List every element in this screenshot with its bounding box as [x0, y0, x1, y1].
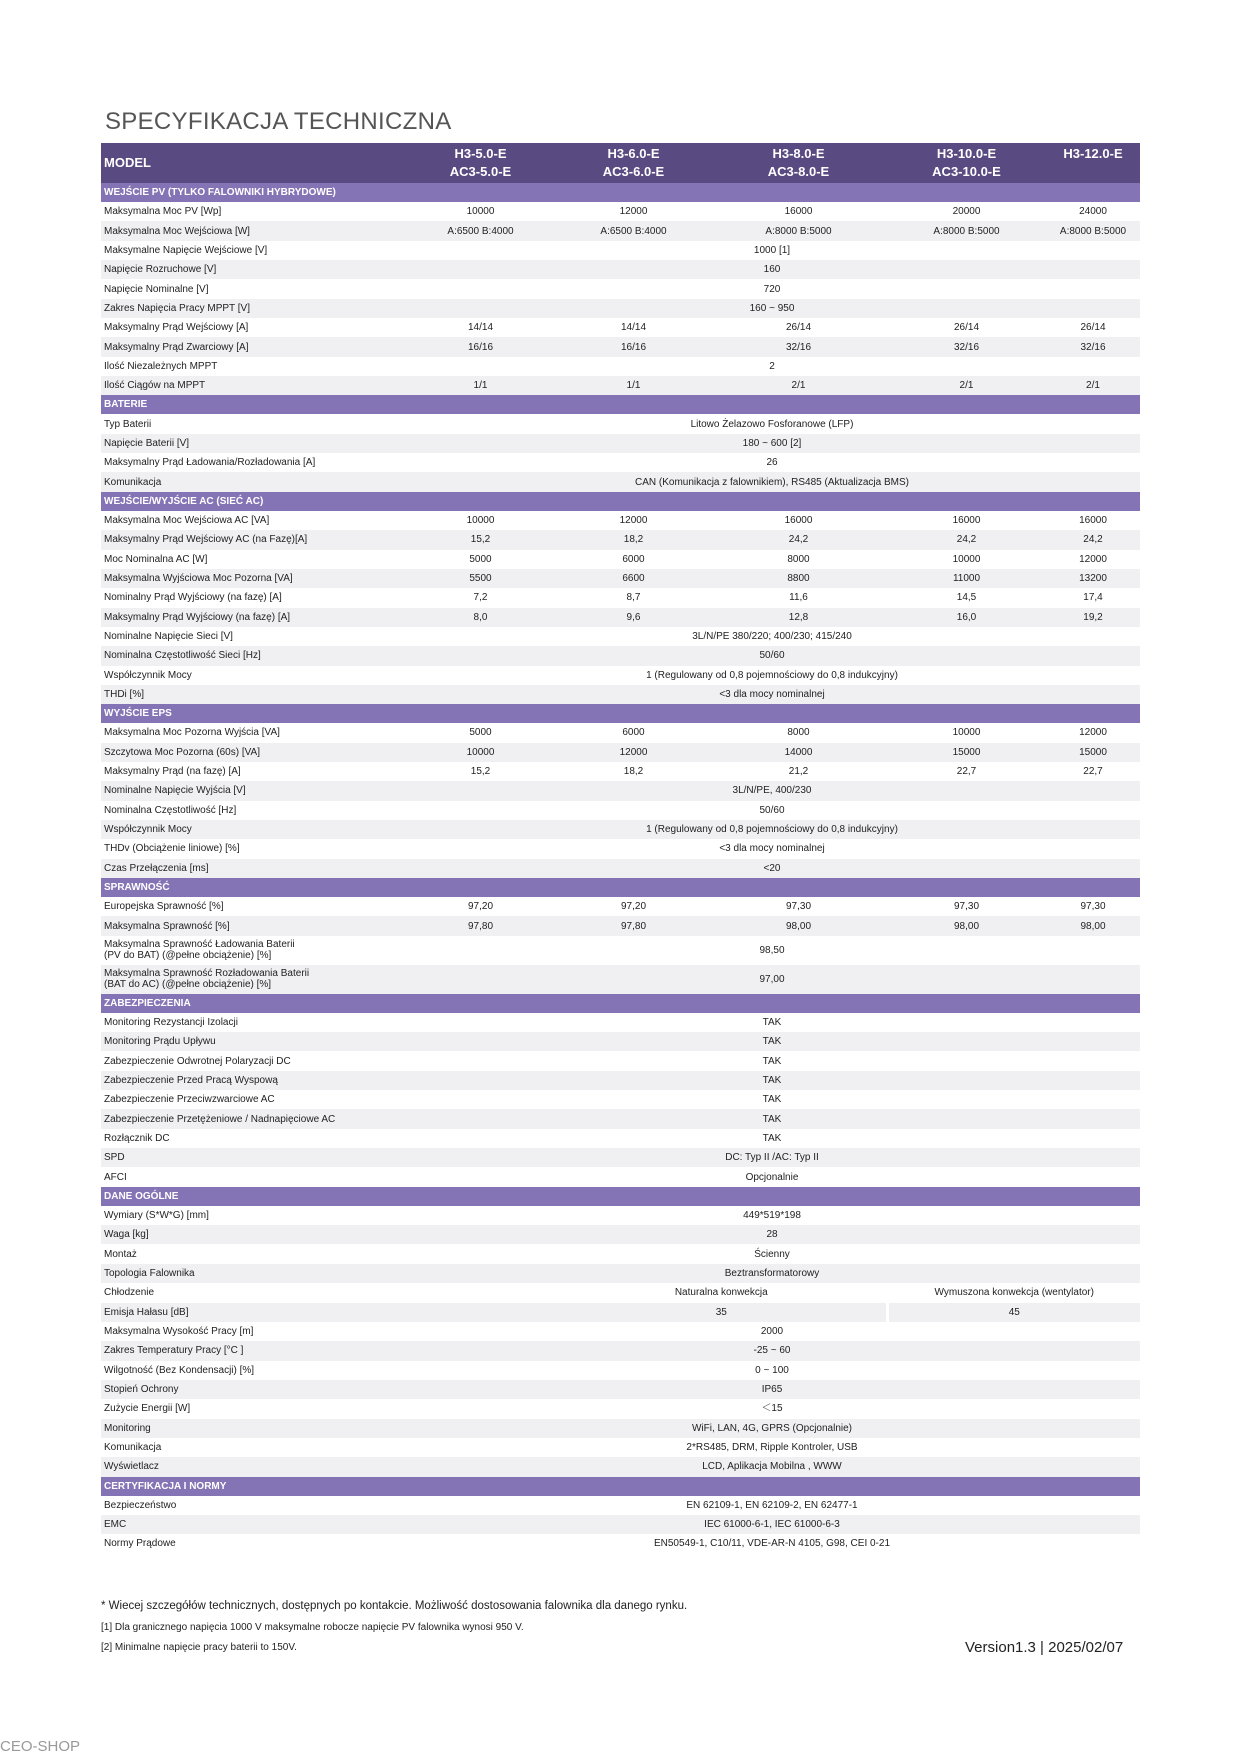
- spec-value: 15,2: [470, 766, 491, 778]
- spec-value: 10000: [952, 553, 981, 565]
- spec-value: 14000: [710, 743, 887, 762]
- spec-value: 26/14: [1080, 322, 1106, 334]
- spec-value: 15000: [1046, 743, 1140, 762]
- spec-value: 97,00: [404, 965, 1140, 994]
- spec-value-natural: 35: [557, 1303, 887, 1322]
- spec-spacer: [404, 1303, 557, 1322]
- spec-value: IEC 61000-6-1, IEC 61000-6-3: [404, 1515, 1140, 1534]
- spec-value: 5000: [469, 727, 492, 739]
- spec-value: 8000: [787, 727, 810, 739]
- spec-label: AFCI: [104, 1171, 127, 1183]
- spec-label: Topologia Falownika: [101, 1264, 404, 1283]
- spec-label: Nominalne Napięcie Wyjścia [V]: [101, 781, 404, 800]
- spec-row: [101, 530, 1140, 549]
- section-title: SPRAWNOŚĆ: [101, 878, 1140, 897]
- spec-row: [101, 1361, 1140, 1380]
- spec-value: 16/16: [557, 337, 710, 356]
- spec-value: LCD, Aplikacja Mobilna , WWW: [404, 1457, 1140, 1476]
- spec-value: 16000: [952, 514, 981, 526]
- spec-value: 1 (Regulowany od 0,8 pojemnościowy do 0,8 indukcyjny): [646, 669, 898, 681]
- spec-label: Maksymalna Moc PV [Wp]: [104, 206, 222, 218]
- spec-value: 6000: [622, 553, 645, 565]
- spec-label: Wilgotność (Bez Kondensacji) [%]: [104, 1364, 255, 1376]
- spec-row: [101, 762, 1140, 781]
- spec-value: 28: [404, 1225, 1140, 1244]
- spec-value: Ścienny: [754, 1248, 790, 1260]
- spec-label: Moc Nominalna AC [W]: [104, 553, 208, 565]
- spec-row: [101, 859, 1140, 878]
- spec-row: [101, 1071, 1140, 1090]
- spec-value: 13200: [1046, 569, 1140, 588]
- spec-label: Zakres Temperatury Pracy [°C ]: [101, 1341, 404, 1360]
- spec-value: 160 ~ 950: [404, 299, 1140, 318]
- spec-value: 32/16: [887, 337, 1046, 356]
- spec-value: EN50549-1, C10/11, VDE-AR-N 4105, G98, CEI 0-21: [653, 1538, 891, 1550]
- spec-label: Maksymalna Wysokość Pracy [m]: [104, 1326, 254, 1338]
- spec-value: 17,4: [1083, 592, 1103, 604]
- spec-value: 32/16: [710, 337, 887, 356]
- section-title: WYJŚCIE EPS: [101, 704, 1140, 723]
- spec-value: DC: Typ II /AC: Typ II: [404, 1148, 1140, 1167]
- spec-value: 12000: [619, 206, 648, 218]
- spec-label: Maksymalny Prąd Wyjściowy (na fazę) [A]: [101, 608, 404, 627]
- section-header-certs: [101, 1477, 1140, 1496]
- spec-value: 11,6: [789, 592, 808, 604]
- spec-value: 2/1: [710, 376, 887, 395]
- spec-value: 12000: [1079, 727, 1107, 739]
- spec-label: Maksymalna Moc Pozorna Wyjścia [VA]: [104, 727, 280, 739]
- spec-label-line: Maksymalna Sprawność Rozładowania Baterii: [104, 968, 310, 980]
- spec-value: Opcjonalnie: [745, 1171, 799, 1183]
- spec-value: 97,30: [785, 901, 812, 913]
- spec-value: 97,80: [404, 916, 557, 935]
- spec-value: 720: [763, 283, 781, 295]
- spec-label: Szczytowa Moc Pozorna (60s) [VA]: [101, 743, 404, 762]
- spec-label: Współczynnik Mocy: [104, 669, 192, 681]
- spec-value: 2*RS485, DRM, Ripple Kontroler, USB: [686, 1442, 858, 1454]
- spec-value: 1/1: [404, 376, 557, 395]
- spec-value: 97,80: [557, 916, 710, 935]
- spec-value: 2: [769, 360, 775, 372]
- spec-label: Współczynnik Mocy: [101, 820, 404, 839]
- spec-label: Maksymalne Napięcie Wejściowe [V]: [104, 244, 268, 256]
- spec-value: 24,2: [1046, 530, 1140, 549]
- spec-label: Czas Przełączenia [ms]: [101, 859, 404, 878]
- spec-value: 1000 [1]: [753, 244, 791, 256]
- spec-label: Ilość Niezależnych MPPT: [104, 360, 218, 372]
- spec-row: [101, 666, 1140, 685]
- footnote-1: [1] Dla granicznego napięcia 1000 V maksymalne robocze napięcie PV falownika wynosi 950 V.: [101, 1622, 524, 1633]
- spec-label: Maksymalna Sprawność [%]: [101, 916, 404, 935]
- spec-label-line: (BAT do AC) (@pełne obciążenie) [%]: [104, 979, 272, 991]
- spec-label: Napięcie Baterii [V]: [101, 434, 404, 453]
- spec-value: 9,6: [557, 608, 710, 627]
- spec-value: 21,2: [788, 766, 809, 778]
- spec-value: 32/16: [1046, 337, 1140, 356]
- spec-row: [101, 1013, 1140, 1032]
- spec-label: Zabezpieczenie Przeciwzwarciowe AC: [104, 1094, 275, 1106]
- spec-value: 2/1: [1046, 376, 1140, 395]
- model-header-cell: H3-8.0-E AC3-8.0-E: [710, 143, 887, 183]
- spec-value: 12000: [619, 514, 648, 526]
- spec-row: [101, 916, 1140, 935]
- spec-table: [101, 143, 1140, 1554]
- spec-row: [101, 299, 1140, 318]
- spec-row: [101, 202, 1140, 221]
- spec-label: Maksymalny Prąd Wejściowy AC (na Fazę)[A]: [101, 530, 404, 549]
- model-header-label: MODEL: [101, 143, 404, 183]
- spec-value: CAN (Komunikacja z falownikiem), RS485 (Aktualizacja BMS): [404, 472, 1140, 491]
- spec-row: [101, 1496, 1140, 1515]
- spec-value: 18,2: [623, 766, 644, 778]
- spec-value: A:6500 B:4000: [404, 221, 557, 240]
- spec-label: Napięcie Rozruchowe [V]: [101, 260, 404, 279]
- spec-value: ＜15: [761, 1403, 783, 1415]
- spec-table-body: [101, 143, 1140, 1554]
- spec-label: Zabezpieczenie Przetężeniowe / Nadnapięciowe AC: [101, 1109, 404, 1128]
- spec-value: 6600: [557, 569, 710, 588]
- spec-row: [101, 1419, 1140, 1438]
- spec-label: Ilość Ciągów na MPPT: [101, 376, 404, 395]
- spec-value: TAK: [404, 1071, 1140, 1090]
- footnotes: [101, 1600, 861, 1662]
- spec-value: 24,2: [710, 530, 887, 549]
- spec-row: [101, 1399, 1140, 1418]
- spec-value: 18,2: [557, 530, 710, 549]
- spec-label: Monitoring: [101, 1419, 404, 1438]
- spec-label: Chłodzenie: [104, 1287, 155, 1299]
- spec-row: [101, 472, 1140, 491]
- spec-value: 0 ~ 100: [755, 1364, 789, 1376]
- spec-row: [101, 801, 1140, 820]
- spec-row: [101, 1303, 1140, 1322]
- spec-value: WiFi, LAN, 4G, GPRS (Opcjonalnie): [404, 1419, 1140, 1438]
- model-header-cell: H3-6.0-E AC3-6.0-E: [557, 143, 710, 183]
- spec-value: 8,0: [404, 608, 557, 627]
- spec-label: Stopień Ochrony: [101, 1380, 404, 1399]
- spec-row: [101, 241, 1140, 260]
- spec-value: A:6500 B:4000: [557, 221, 710, 240]
- spec-value: 16,0: [887, 608, 1046, 627]
- spec-value: 14/14: [620, 322, 647, 334]
- spec-label: Bezpieczeństwo: [104, 1499, 177, 1511]
- spec-value: 98,00: [887, 916, 1046, 935]
- spec-value: 6000: [622, 727, 645, 739]
- spec-label: Zabezpieczenie Odwrotnej Polaryzacji DC: [104, 1055, 291, 1067]
- spec-value: 180 ~ 600 [2]: [404, 434, 1140, 453]
- spec-row: [101, 1457, 1140, 1476]
- spec-value: 3L/N/PE, 400/230: [404, 781, 1140, 800]
- spec-value: 50/60: [759, 804, 785, 816]
- spec-label: [101, 965, 404, 994]
- section-title: BATERIE: [101, 395, 1140, 414]
- spec-row: [101, 1438, 1140, 1457]
- spec-value: TAK: [762, 1016, 782, 1028]
- spec-row: [101, 434, 1140, 453]
- spec-row: [101, 1109, 1140, 1128]
- spec-label: Napięcie Nominalne [V]: [104, 283, 209, 295]
- spec-value: 12000: [557, 743, 710, 762]
- spec-row: [101, 627, 1140, 646]
- spec-row: [101, 318, 1140, 337]
- spec-row: [101, 1129, 1140, 1148]
- section-header-pv: [101, 183, 1140, 202]
- spec-label: Zużycie Energii [W]: [104, 1403, 191, 1415]
- model-header-cell: H3-5.0-E AC3-5.0-E: [404, 143, 557, 183]
- spec-value: 11000: [887, 569, 1046, 588]
- model-header-row: [101, 143, 1140, 183]
- spec-value: 2/1: [887, 376, 1046, 395]
- spec-label: Nominalne Napięcie Sieci [V]: [104, 631, 233, 643]
- spec-value: 5500: [404, 569, 557, 588]
- spec-row: [101, 279, 1140, 298]
- footnote-2: [2] Minimalne napięcie pracy baterii to 150V.: [101, 1642, 297, 1653]
- spec-value: 24000: [1079, 206, 1107, 218]
- spec-label: Maksymalny Prąd (na fazę) [A]: [104, 766, 241, 778]
- spec-label-line: Maksymalna Sprawność Ładowania Baterii: [104, 939, 295, 951]
- spec-value: 12000: [1079, 553, 1107, 565]
- spec-row: [101, 1283, 1140, 1302]
- spec-value: 160: [404, 260, 1140, 279]
- section-header-ac: [101, 492, 1140, 511]
- spec-value: 24,2: [887, 530, 1046, 549]
- spec-value: 14/14: [467, 322, 494, 334]
- spec-value: 449*519*198: [743, 1209, 801, 1221]
- spec-value: <3 dla mocy nominalnej: [719, 843, 825, 855]
- section-header-protection: [101, 994, 1140, 1013]
- spec-row: [101, 608, 1140, 627]
- version-label: Version1.3 | 2025/02/07: [965, 1639, 1124, 1656]
- spec-label: Maksymalna Moc Wejściowa [W]: [101, 221, 404, 240]
- spec-row: [101, 1341, 1140, 1360]
- section-title: WEJŚCIE PV (TYLKO FALOWNIKI HYBRYDOWE): [101, 183, 1140, 202]
- spec-value: 16/16: [404, 337, 557, 356]
- spec-row: [101, 511, 1140, 530]
- spec-value: Litowo Żelazowo Fosforanowe (LFP): [690, 418, 854, 430]
- spec-label: Maksymalna Moc Wejściowa AC [VA]: [104, 514, 270, 526]
- spec-row: [101, 376, 1140, 395]
- spec-row: [101, 1515, 1140, 1534]
- spec-value: 10000: [404, 743, 557, 762]
- spec-label: Nominalny Prąd Wyjściowy (na fazę) [A]: [104, 592, 282, 604]
- section-title: WEJŚCIE/WYJŚCIE AC (SIEĆ AC): [101, 492, 1140, 511]
- spec-value: 97,20: [467, 901, 494, 913]
- spec-row: [101, 1032, 1140, 1051]
- spec-value: TAK: [762, 1132, 782, 1144]
- spec-value: 50/60: [404, 646, 1140, 665]
- spec-label: Zabezpieczenie Przed Pracą Wyspową: [101, 1071, 404, 1090]
- spec-value-natural: Naturalna konwekcja: [557, 1283, 887, 1302]
- section-title: DANE OGÓLNE: [101, 1187, 1140, 1206]
- spec-row: [101, 337, 1140, 356]
- spec-label: Wymiary (S*W*G) [mm]: [104, 1209, 209, 1221]
- spec-label: THDv (Obciążenie liniowe) [%]: [104, 843, 240, 855]
- spec-value: IP65: [404, 1380, 1140, 1399]
- spec-row: [101, 1264, 1140, 1283]
- spec-label: Nominalna Częstotliwość Sieci [Hz]: [101, 646, 404, 665]
- spec-label: Monitoring Prądu Upływu: [101, 1032, 404, 1051]
- spec-row: [101, 1090, 1140, 1109]
- spec-label: Maksymalna Wyjściowa Moc Pozorna [VA]: [101, 569, 404, 588]
- spec-value: 10000: [466, 514, 495, 526]
- spec-row: [101, 1051, 1140, 1070]
- footnote-main: * Wiecej szczegółów technicznych, dostępnych po kontakcie. Możliwość dostosowania falownika dla danego rynku.: [101, 1600, 688, 1612]
- spec-value-forced: 45: [887, 1303, 1140, 1322]
- spec-value: A:8000 B:5000: [887, 221, 1046, 240]
- spec-label: Maksymalny Prąd Zwarciowy [A]: [101, 337, 404, 356]
- spec-value: EN 62109-1, EN 62109-2, EN 62477-1: [686, 1499, 858, 1511]
- spec-value: 2000: [760, 1326, 784, 1338]
- spec-value: 98,50: [759, 944, 785, 956]
- spec-row: [101, 936, 1140, 965]
- spec-value: 20000: [952, 206, 981, 218]
- spec-value: 97,30: [953, 901, 980, 913]
- spec-value: <3 dla mocy nominalnej: [404, 685, 1140, 704]
- spec-row: [101, 1206, 1140, 1225]
- spec-label: Nominalna Częstotliwość [Hz]: [104, 804, 237, 816]
- spec-value: A:8000 B:5000: [710, 221, 887, 240]
- spec-row: [101, 1244, 1140, 1263]
- model-header-cell: H3-10.0-E AC3-10.0-E: [887, 143, 1046, 183]
- spec-label: [101, 936, 404, 965]
- spec-row: [101, 1322, 1140, 1341]
- spec-row: [101, 1148, 1140, 1167]
- spec-row: [101, 781, 1140, 800]
- spec-value: <20: [404, 859, 1140, 878]
- spec-value: 12,8: [710, 608, 887, 627]
- model-header-cell: H3-12.0-E: [1046, 143, 1140, 183]
- spec-row: [101, 414, 1140, 433]
- spec-label: Rozłącznik DC: [104, 1132, 170, 1144]
- watermark: CEO-SHOP: [0, 1738, 81, 1755]
- spec-value: 22,7: [1083, 766, 1103, 778]
- spec-value: 26/14: [785, 322, 812, 334]
- spec-value: 3L/N/PE 380/220; 400/230; 415/240: [692, 631, 852, 643]
- spec-row: [101, 743, 1140, 762]
- spec-value: TAK: [762, 1094, 782, 1106]
- spec-label: Maksymalny Prąd Wejściowy [A]: [104, 322, 249, 334]
- spec-value: 15000: [887, 743, 1046, 762]
- spec-row: [101, 1225, 1140, 1244]
- spec-row: [101, 569, 1140, 588]
- spec-label: Wyświetlacz: [101, 1457, 404, 1476]
- spec-label: Normy Prądowe: [104, 1538, 176, 1550]
- spec-label: Europejska Sprawność [%]: [104, 901, 224, 913]
- section-title: ZABEZPIECZENIA: [101, 994, 1140, 1013]
- spec-label: Monitoring Rezystancji Izolacji: [104, 1016, 238, 1028]
- spec-value: 10000: [952, 727, 981, 739]
- spec-value-forced: Wymuszona konwekcja (wentylator): [934, 1287, 1094, 1299]
- spec-row: [101, 1534, 1140, 1553]
- spec-value: 5000: [469, 553, 492, 565]
- spec-value: -25 ~ 60: [404, 1341, 1140, 1360]
- spec-value: 1 (Regulowany od 0,8 pojemnościowy do 0,8 indukcyjny): [404, 820, 1140, 839]
- spec-value: 98,00: [710, 916, 887, 935]
- section-header-efficiency: [101, 878, 1140, 897]
- spec-row: [101, 839, 1140, 858]
- spec-row: [101, 1167, 1140, 1186]
- spec-label: Typ Baterii: [104, 418, 152, 430]
- spec-value: 19,2: [1046, 608, 1140, 627]
- spec-value: 16000: [1079, 514, 1107, 526]
- spec-value: Beztransformatorowy: [404, 1264, 1140, 1283]
- section-header-general: [101, 1187, 1140, 1206]
- spec-row: [101, 453, 1140, 472]
- spec-row: [101, 550, 1140, 569]
- spec-value: A:8000 B:5000: [1046, 221, 1140, 240]
- spec-row: [101, 897, 1140, 916]
- spec-value: 15,2: [404, 530, 557, 549]
- spec-value: 8,7: [626, 592, 641, 604]
- spec-label: THDi [%]: [101, 685, 404, 704]
- spec-row: [101, 221, 1140, 240]
- spec-label: Emisja Hałasu [dB]: [101, 1303, 404, 1322]
- spec-value: 26: [766, 457, 778, 469]
- spec-row: [101, 1380, 1140, 1399]
- spec-value: 97,20: [620, 901, 647, 913]
- spec-value: 97,30: [1080, 901, 1106, 913]
- spec-value: 16000: [784, 514, 813, 526]
- spec-row: [101, 965, 1140, 994]
- spec-value: 26/14: [953, 322, 980, 334]
- spec-label: Zakres Napięcia Pracy MPPT [V]: [101, 299, 404, 318]
- spec-label: Montaż: [104, 1248, 137, 1260]
- spec-value: TAK: [762, 1055, 782, 1067]
- spec-row: [101, 646, 1140, 665]
- spec-value: 10000: [466, 206, 495, 218]
- spec-value: 1/1: [557, 376, 710, 395]
- spec-spacer: [404, 1283, 557, 1302]
- section-header-eps: [101, 704, 1140, 723]
- spec-value: 98,00: [1046, 916, 1140, 935]
- spec-value: TAK: [404, 1032, 1140, 1051]
- spec-row: [101, 820, 1140, 839]
- section-title: CERTYFIKACJA I NORMY: [101, 1477, 1140, 1496]
- spec-label: Komunikacja: [101, 472, 404, 491]
- spec-row: [101, 260, 1140, 279]
- section-header-battery: [101, 395, 1140, 414]
- spec-row: [101, 723, 1140, 742]
- spec-label: EMC: [101, 1515, 404, 1534]
- spec-label-line: (PV do BAT) (@pełne obciążenie) [%]: [104, 950, 272, 962]
- spec-row: [101, 357, 1140, 376]
- spec-value: 8000: [787, 553, 810, 565]
- spec-value: 8800: [710, 569, 887, 588]
- spec-row: [101, 588, 1140, 607]
- spec-label: Komunikacja: [104, 1442, 162, 1454]
- spec-row: [101, 685, 1140, 704]
- spec-value: 16000: [784, 206, 813, 218]
- spec-value: 14,5: [956, 592, 977, 604]
- spec-value: 7,2: [473, 592, 488, 604]
- spec-label: SPD: [101, 1148, 404, 1167]
- spec-label: Maksymalny Prąd Ładowania/Rozładowania [A]: [104, 457, 316, 469]
- spec-value: TAK: [404, 1109, 1140, 1128]
- spec-value: 22,7: [956, 766, 977, 778]
- spec-label: Waga [kg]: [101, 1225, 404, 1244]
- page-title: SPECYFIKACJA TECHNICZNA: [105, 108, 452, 135]
